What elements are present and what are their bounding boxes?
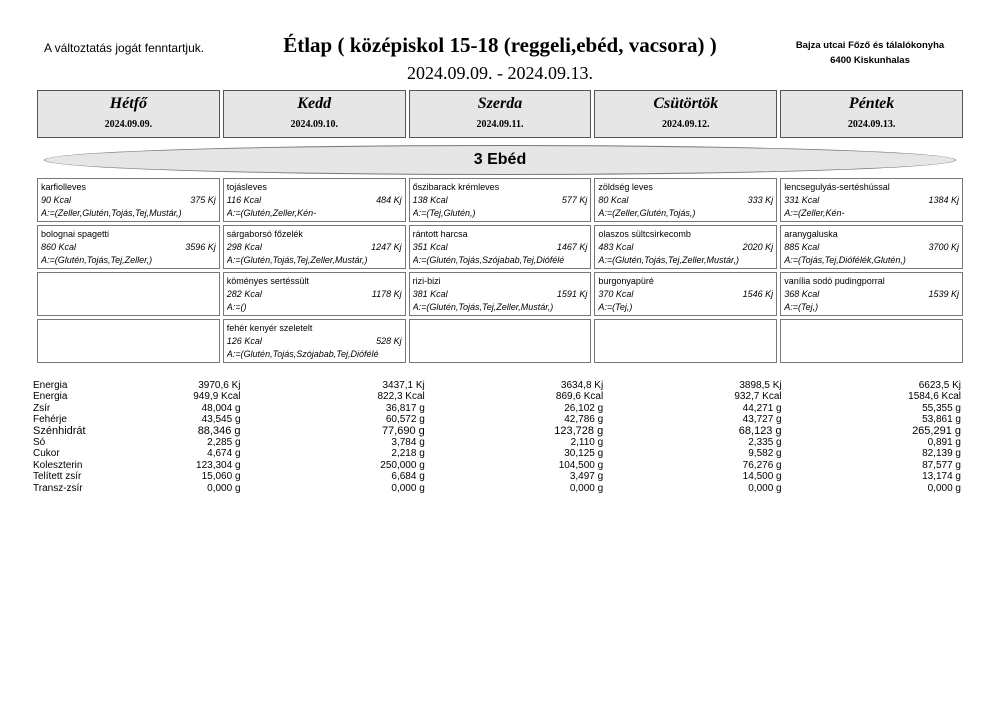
nutrient-label: Fehérje <box>33 414 67 426</box>
day-headers <box>37 90 963 138</box>
day-date: 2024.09.10. <box>290 119 338 130</box>
day-name: Szerda <box>477 95 523 112</box>
dish-kcal: 351 Kcal <box>412 242 448 252</box>
dish-kj: 528 Kj <box>376 336 402 346</box>
dish-allergens: A:=(Tej,Glutén,) <box>412 208 476 218</box>
empty-menu-cell <box>409 319 592 363</box>
empty-menu-cell <box>37 319 220 363</box>
nutrient-value: 123,728 g <box>554 424 604 437</box>
menu-item-cell <box>223 178 406 222</box>
dish-kcal: 282 Kcal <box>226 289 262 299</box>
nutrient-value: 14,500 g <box>742 471 782 483</box>
dish-energy <box>598 288 773 301</box>
nutrition-row <box>33 403 961 414</box>
day-name: Péntek <box>848 95 895 112</box>
day-date: 2024.09.13. <box>847 119 896 130</box>
dish-kcal: 298 Kcal <box>226 242 262 252</box>
nutrient-value: 0,000 g <box>748 482 782 494</box>
nutrient-value: 82,139 g <box>922 448 961 460</box>
nutrition-row <box>33 380 961 391</box>
nutrient-value: 60,572 g <box>385 414 425 426</box>
nutrient-label: Telített zsír <box>33 471 82 483</box>
dish-kj: 1539 Kj <box>928 289 959 299</box>
dish-name: sárgaborsó főzelék <box>226 229 303 239</box>
kitchen-info <box>770 38 970 68</box>
dish-kcal: 126 Kcal <box>226 336 262 346</box>
dish-name: zöldség leves <box>598 182 653 192</box>
dish-name: karfiolleves <box>41 182 87 192</box>
menu-item-cell <box>223 272 406 316</box>
dish-kj: 1591 Kj <box>556 289 588 299</box>
day-date: 2024.09.12. <box>662 119 710 130</box>
dish-name: aranygaluska <box>784 229 838 239</box>
dish-kj: 3700 Kj <box>928 242 959 252</box>
nutrient-value: 53,861 g <box>922 414 961 426</box>
nutrient-value: 949,9 Kcal <box>193 391 241 403</box>
dish-name: őszibarack krémleves <box>412 182 500 192</box>
menu-item-cell <box>594 225 777 269</box>
menu-item-cell <box>223 225 406 269</box>
nutrient-value: 76,276 g <box>742 459 782 471</box>
dish-name: bolognai spagetti <box>41 229 110 239</box>
nutrient-value: 48,004 g <box>201 402 241 414</box>
menu-item-cell <box>780 178 963 222</box>
dish-kcal: 331 Kcal <box>784 195 820 205</box>
nutrient-value: 6623,5 Kj <box>918 380 961 391</box>
nutrient-value: 2,285 g <box>207 436 241 448</box>
dish-allergens: A:=(Zeller,Glutén,Tojás,Tej,Mustár,) <box>41 208 182 218</box>
nutrient-label: Energia <box>33 380 68 391</box>
dish-kcal: 80 Kcal <box>598 195 629 205</box>
dish-kj: 1467 Kj <box>556 242 588 252</box>
nutrient-value: 88,346 g <box>197 424 241 437</box>
dish-name: olaszos sültcsirkecomb <box>598 229 691 239</box>
dish-kcal: 368 Kcal <box>784 289 820 299</box>
dish-kj: 375 Kj <box>190 195 216 205</box>
empty-menu-cell <box>594 319 777 363</box>
nutrition-row <box>33 437 961 448</box>
nutrition-row <box>33 448 961 459</box>
dish-energy <box>41 194 216 207</box>
menu-item-cell <box>780 225 963 269</box>
dish-allergens: A:=(Glutén,Tojás,Tej,Zeller,) <box>41 255 153 265</box>
dish-kj: 333 Kj <box>747 195 774 205</box>
nutrition-row <box>33 426 961 437</box>
dish-name: burgonyapüré <box>598 276 654 286</box>
dish-kcal: 860 Kcal <box>41 242 77 252</box>
nutrient-value: 77,690 g <box>381 424 425 437</box>
dish-allergens: A:=(Tej,) <box>598 302 633 312</box>
nutrient-value: 0,891 g <box>927 436 961 448</box>
nutrient-value: 0,000 g <box>391 482 425 494</box>
dish-energy <box>227 241 402 254</box>
nutrient-value: 43,727 g <box>742 414 782 426</box>
empty-menu-cell <box>37 272 220 316</box>
nutrient-value: 15,060 g <box>201 471 241 483</box>
nutrient-value: 2,335 g <box>748 436 782 448</box>
dish-name: fehér kenyér szeletelt <box>226 323 313 333</box>
dish-kj: 3596 Kj <box>185 242 216 252</box>
nutrient-value: 0,000 g <box>207 482 241 494</box>
nutrient-value: 87,577 g <box>922 459 961 471</box>
dish-kcal: 90 Kcal <box>41 195 72 205</box>
nutrient-value: 3,497 g <box>569 471 604 483</box>
day-header-monday <box>37 90 220 138</box>
dish-allergens: A:=(Glutén,Tojás,Szójabab,Tej,Diófélé <box>226 349 379 359</box>
nutrient-value: 6,684 g <box>391 471 425 483</box>
nutrient-value: 4,674 g <box>207 448 241 460</box>
nutrient-label: Szénhidrát <box>33 424 86 437</box>
day-date: 2024.09.09. <box>104 119 153 130</box>
dish-kj: 1247 Kj <box>371 242 402 252</box>
nutrition-row <box>33 414 961 425</box>
nutrient-value: 55,355 g <box>922 402 961 414</box>
kitchen-name: Bajza utcai Főző és tálalókonyha <box>795 40 945 51</box>
menu-item-cell <box>409 272 592 316</box>
nutrient-value: 9,582 g <box>748 448 782 460</box>
menu-item-cell <box>37 225 220 269</box>
dish-kcal: 370 Kcal <box>598 289 634 299</box>
nutrient-label: Só <box>33 436 46 448</box>
nutrient-label: Koleszterin <box>33 459 83 471</box>
dish-name: rizi-bizi <box>412 276 441 286</box>
menu-item-cell <box>594 178 777 222</box>
menu-item-cell <box>594 272 777 316</box>
dish-energy <box>598 241 773 254</box>
nutrition-row <box>33 391 961 402</box>
nutrition-table <box>33 380 961 494</box>
dish-kj: 484 Kj <box>376 195 402 205</box>
disclaimer-text: A változtatás jogát fenntartjuk. <box>44 41 205 55</box>
dish-allergens: A:=(Tej,) <box>784 302 819 312</box>
nutrient-value: 104,500 g <box>558 459 604 471</box>
nutrient-value: 36,817 g <box>385 402 425 414</box>
meal-section-banner: 3 Ebéd <box>44 145 956 175</box>
dish-kj: 1546 Kj <box>742 289 774 299</box>
dish-kj: 1384 Kj <box>928 195 959 205</box>
dish-energy <box>41 241 216 254</box>
nutrient-value: 3,784 g <box>391 436 425 448</box>
dish-allergens: A:=(Glutén,Tojás,Tej,Zeller,Mustár,) <box>412 302 554 312</box>
nutrient-value: 822,3 Kcal <box>377 391 425 403</box>
dish-energy <box>784 241 959 254</box>
day-header-thursday <box>594 90 777 138</box>
dish-kcal: 116 Kcal <box>226 195 262 205</box>
dish-kj: 1178 Kj <box>371 289 402 299</box>
nutrient-value: 932,7 Kcal <box>734 391 782 403</box>
nutrition-row <box>33 460 961 471</box>
dish-allergens: A:=(Glutén,Tojás,Szójabab,Tej,Diófélé <box>412 255 565 265</box>
dish-energy <box>413 288 588 301</box>
dish-allergens: A:=(Tojás,Tej,Diófélék,Glutén,) <box>784 255 906 265</box>
day-name: Kedd <box>297 95 332 112</box>
dish-allergens: A:=(Zeller,Kén- <box>784 208 845 218</box>
dish-energy <box>227 288 402 301</box>
nutrition-row <box>33 483 961 494</box>
menu-item-cell <box>37 178 220 222</box>
dish-energy <box>598 194 773 207</box>
menu-title: Étlap ( középiskol 15-18 (reggeli,ebéd, vacsora) ) <box>283 33 717 57</box>
nutrient-value: 26,102 g <box>564 402 604 414</box>
nutrient-value: 0,000 g <box>927 482 961 494</box>
dish-kj: 2020 Kj <box>742 242 774 252</box>
nutrient-value: 3898,5 Kj <box>739 380 782 391</box>
nutrient-value: 43,545 g <box>201 414 241 426</box>
nutrient-value: 1584,6 Kcal <box>908 391 961 403</box>
dish-energy <box>413 194 588 207</box>
nutrient-value: 2,110 g <box>570 436 604 448</box>
nutrient-label: Transz-zsír <box>33 482 83 494</box>
day-name: Hétfő <box>109 95 148 112</box>
dish-energy <box>413 241 588 254</box>
kitchen-address: 6400 Kiskunhalas <box>830 55 910 66</box>
dish-allergens: A:=(Glutén,Tojás,Tej,Zeller,Mustár,) <box>598 255 740 265</box>
nutrient-value: 869,6 Kcal <box>555 391 604 403</box>
nutrient-value: 68,123 g <box>738 424 782 437</box>
menu-item-cell <box>780 272 963 316</box>
dish-name: vanília sodó pudingporral <box>784 276 885 286</box>
date-range: 2024.09.09. - 2024.09.13. <box>407 63 593 83</box>
dish-energy <box>784 288 959 301</box>
dish-energy <box>227 335 402 348</box>
nutrition-row <box>33 471 961 482</box>
nutrient-value: 250,000 g <box>380 459 425 471</box>
dish-name: köményes sertéssült <box>226 276 309 286</box>
dish-energy <box>227 194 402 207</box>
menu-item-cell <box>223 319 406 363</box>
nutrient-value: 3437,1 Kj <box>382 380 425 391</box>
dish-name: lencsegulyás-sertéshússal <box>784 182 890 192</box>
dish-allergens: A:=(Zeller,Glutén,Tojás,) <box>598 208 696 218</box>
dish-kcal: 885 Kcal <box>784 242 820 252</box>
dish-allergens: A:=(Glutén,Tojás,Tej,Zeller,Mustár,) <box>226 255 368 265</box>
nutrient-value: 30,125 g <box>564 448 604 460</box>
day-header-tuesday <box>223 90 406 138</box>
day-header-wednesday <box>409 90 592 138</box>
nutrient-value: 2,218 g <box>391 448 425 460</box>
dish-energy <box>784 194 959 207</box>
dish-kcal: 483 Kcal <box>598 242 634 252</box>
nutrient-value: 3970,6 Kj <box>198 380 241 391</box>
nutrient-value: 0,000 g <box>569 482 604 494</box>
nutrient-value: 42,786 g <box>564 414 604 426</box>
dish-kcal: 138 Kcal <box>412 195 448 205</box>
day-date: 2024.09.11. <box>476 119 524 130</box>
nutrient-value: 3634,8 Kj <box>560 380 604 391</box>
nutrient-label: Energia <box>33 391 68 403</box>
dish-name: tojásleves <box>226 182 267 192</box>
nutrient-value: 123,304 g <box>196 459 241 471</box>
dish-kcal: 381 Kcal <box>412 289 448 299</box>
dish-name: rántott harcsa <box>412 229 468 239</box>
menu-item-cell <box>409 178 592 222</box>
menu-item-cell <box>409 225 592 269</box>
nutrient-label: Cukor <box>33 448 60 460</box>
day-header-friday <box>780 90 963 138</box>
dish-allergens: A:=() <box>226 302 247 312</box>
nutrient-value: 265,291 g <box>912 424 961 437</box>
dish-allergens: A:=(Glutén,Zeller,Kén- <box>226 208 317 218</box>
nutrient-value: 44,271 g <box>742 402 782 414</box>
menu-grid <box>37 178 963 363</box>
nutrient-label: Zsír <box>33 402 51 414</box>
nutrient-value: 13,174 g <box>922 471 961 483</box>
empty-menu-cell <box>780 319 963 363</box>
dish-kj: 577 Kj <box>561 195 588 205</box>
day-name: Csütörtök <box>653 95 719 112</box>
